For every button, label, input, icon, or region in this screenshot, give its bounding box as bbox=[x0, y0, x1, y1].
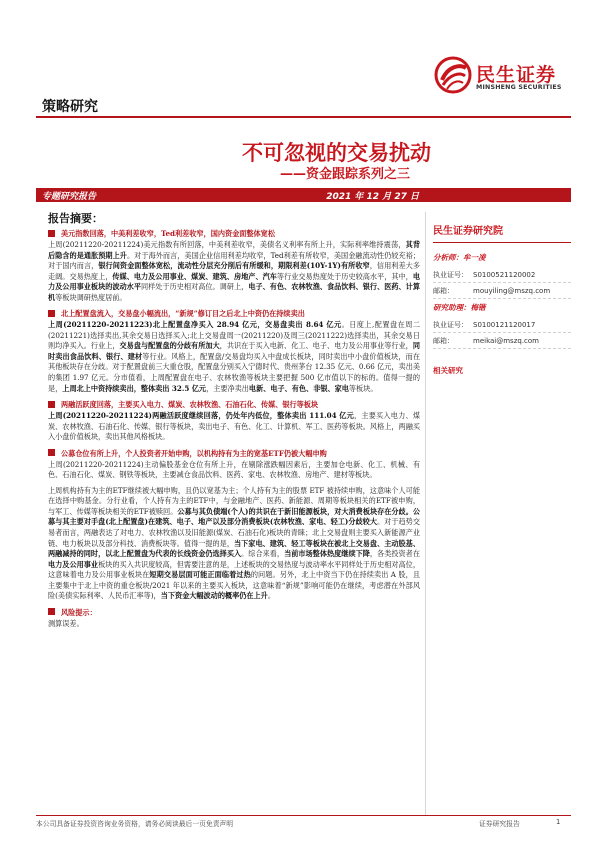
summary-section bbox=[48, 228, 420, 303]
assistant-email-label: 邮箱： bbox=[433, 337, 454, 345]
summary-section bbox=[48, 399, 420, 443]
assistant-email[interactable]: meikai@mszq.com bbox=[473, 337, 539, 345]
institute-name: 民生证券研究院 bbox=[433, 226, 503, 237]
section-paragraph bbox=[48, 619, 420, 630]
paragraph-text: 的问题。另外，北上中资当下仍在持续卖出 A 股，且主要集中于北上中资的重仓板块/2021 年以来的主要买入板块，这意味着“新规”影响可能仍在继续，考虑潜在外部风险(美债实际利率、人民币汇率等)， bbox=[48, 570, 420, 601]
section-heading-text: 公募仓位有所上升，个人投资者开始申购，以机构持有为主的宽基ETF仍被大幅申购 bbox=[61, 448, 327, 458]
assistant-email-row bbox=[433, 336, 539, 346]
bullet-square-icon bbox=[48, 608, 55, 615]
emphasized-text: 当下资金大幅波动的概率仍在上升 bbox=[160, 591, 268, 601]
analyst-email[interactable]: mouyiling@mszq.com bbox=[473, 287, 551, 295]
summary-section bbox=[48, 308, 420, 394]
section-heading-text: 两融活跃度回落，主要买入电力、煤炭、农林牧渔、石油石化、传媒、银行等板块 bbox=[61, 400, 319, 410]
sidebar-dashed-divider bbox=[433, 348, 571, 349]
section-heading bbox=[48, 308, 420, 319]
section-paragraph bbox=[48, 460, 420, 481]
analyst-cert-row bbox=[433, 270, 535, 280]
paragraph-text: 上周机构持有为主的ETF继续被大幅申购，且仍以宽基为主；个人持有为主的股票 ETF 被持续申购，这意味个人可能在选择中购基金。分行业看，个人持有为主的ETF中，与金融地产、医药、新能源、周期等板块相关的ETF被申购，与军工、传媒等板块相关的ETF被赎回。 bbox=[48, 485, 420, 516]
assistant-cert-number: S0100121120017 bbox=[473, 321, 536, 329]
emphasized-text: 电力及公用事业 bbox=[48, 559, 99, 569]
emphasized-text: 交易盘与配置盘的分歧有所加大 bbox=[119, 341, 220, 351]
bullet-square-icon bbox=[48, 401, 55, 408]
assistant-cert-label: 执业证号： bbox=[433, 321, 468, 329]
section-heading-text: 北上配置盘流入，交易盘小幅流出，“新规”修订目之后北上中资仍在持续卖出 bbox=[61, 309, 305, 319]
assistant-name: 研究助理：梅锴 bbox=[433, 303, 486, 312]
section-paragraph bbox=[48, 240, 420, 303]
paragraph-text: 板块的买入共识度较高，但需要注意的是，上述板块的交易热度与波动率水平同样处于历史相对高位，这意味着电力及公用事业板块在 bbox=[48, 559, 420, 580]
logo-text-cn: 民生证券 bbox=[476, 64, 557, 86]
bullet-square-icon bbox=[48, 449, 55, 456]
paragraph-text: 上周(20211220-20211224)主动偏股基金仓位有所上升，在剔除涨跌幅因素后，主要加仓电新、化工、机械、有色、石油石化、煤炭、钢铁等板块，主要减仓食品饮料、医药、家电、农林牧渔、房地产、建材等板块。 bbox=[48, 459, 420, 480]
paragraph-text: 等行业交易热度处于历史较高水平，其中， bbox=[276, 271, 413, 281]
section-paragraph bbox=[48, 411, 420, 443]
paragraph-text: 。对于海外而言，美国企业信用利差均收窄，Ted利差有所收窄，美国金融流动性仍较充裕；对于国内而言， bbox=[48, 250, 420, 271]
report-category: 策略研究 bbox=[42, 99, 98, 115]
emphasized-text: 电子、有色、农林牧渔、食品饮料、银行、医药、计算机 bbox=[48, 282, 420, 302]
sidebar-dashed-divider bbox=[433, 332, 571, 333]
section-heading bbox=[48, 448, 420, 459]
emphasized-text: 上周北上中资持续卖出，整体卖出 32.5 亿元 bbox=[62, 383, 207, 393]
analyst-cert-label: 执业证号： bbox=[433, 271, 468, 279]
related-research-heading[interactable]: 相关研究 bbox=[433, 366, 463, 375]
bullet-square-icon bbox=[48, 310, 55, 317]
emphasized-text: 其背后隐含的是通胀预期上升 bbox=[48, 240, 420, 260]
paragraph-text: 等板块。 bbox=[348, 383, 378, 393]
section-heading bbox=[48, 399, 420, 410]
analyst-email-row bbox=[433, 286, 550, 296]
emphasized-text: 传媒、电力及公用事业、煤炭、建筑、房地产、汽车 bbox=[112, 271, 277, 281]
paragraph-text: 。日度上,配置盘在周二(20211221)选择卖出,其余交易日选择买入;北上交易盘周一(20211220)及周三(20211222)选择卖出，其余交易日则均净买入。行业上， bbox=[48, 320, 420, 351]
paragraph-text: ，共识在于买入电新、化工、电子、电力及公用事业等行业， bbox=[219, 341, 413, 351]
emphasized-text: 电新、电子、有色、非银、家电 bbox=[248, 383, 349, 393]
summary-section bbox=[48, 607, 420, 630]
analyst-cert-number: S0100521120002 bbox=[473, 271, 536, 279]
emphasized-text: 当下家电、建筑、轻工等板块在被北上交易盘、主动股基、两融减持的同时，以北上配置盘为代表的长线资金仍选择买入 bbox=[48, 538, 420, 559]
footer-disclaimer: 本公司具备证券投资咨询业务资格，请务必阅读最后一页免责声明 bbox=[36, 820, 234, 828]
emphasized-text: 银行间资金面整体宽松，流动性分层充分削后有所缓和，期限利差(10Y-1Y)有所收窄 bbox=[98, 261, 370, 271]
sidebar-dashed-divider bbox=[433, 282, 571, 283]
minsheng-logo-icon bbox=[434, 56, 472, 94]
emphasized-text: 当前市场整体热度继续下降 bbox=[284, 549, 370, 559]
minsheng-logo bbox=[434, 56, 574, 98]
logo-text-en: MINSHENG SECURITIES bbox=[476, 84, 562, 91]
analyst-email-label: 邮箱： bbox=[433, 287, 454, 295]
report-title: 不可忽视的交易扰动 bbox=[242, 141, 431, 165]
bullet-square-icon bbox=[48, 230, 55, 237]
summary-section bbox=[48, 448, 420, 602]
paragraph-text: 同样处于历史相对高位。调研上， bbox=[141, 282, 249, 292]
report-subtitle: ——资金跟踪系列之三 bbox=[279, 167, 410, 182]
emphasized-text: 同时卖出食品饮料、银行、建材 bbox=[48, 341, 420, 361]
paragraph-text: ，主要买入电力、煤炭、农林牧渔、石油石化、传媒、银行等板块，卖出电子、有色、化工、计算机、军工、医药等板块。风格上，两融买入小盘价值板块，卖出其他风格板块。 bbox=[48, 411, 420, 442]
report-kind-label: 专题研究报告 bbox=[42, 192, 97, 202]
sidebar-divider bbox=[433, 242, 571, 243]
header-divider bbox=[36, 116, 571, 118]
section-heading bbox=[48, 228, 420, 239]
emphasized-text: 上周(20211220-20211223)北上配置盘净买入 28.94 亿元，交易盘卖出 8.64 亿元 bbox=[48, 320, 342, 330]
emphasized-text: 电力及公用事业板块的波动水平 bbox=[48, 271, 420, 292]
section-paragraph bbox=[48, 320, 420, 394]
paragraph-text: 。综合来看， bbox=[241, 549, 285, 559]
section-heading bbox=[48, 607, 420, 618]
footer-report-label: 证券研究报告 bbox=[479, 820, 520, 828]
column-divider bbox=[425, 212, 426, 815]
section-heading-text: 风险提示： bbox=[61, 607, 97, 617]
page-number: 1 bbox=[556, 818, 561, 826]
emphasized-text: 短期交易层面可能正面临着过热 bbox=[149, 570, 251, 580]
assistant-cert-row bbox=[433, 320, 535, 330]
footer-divider bbox=[36, 815, 571, 816]
emphasized-text: 上周(20211220-20211224)两融活跃度继续回落，仍处年内低位，整体卖出 111.04 亿元 bbox=[48, 411, 354, 421]
paragraph-text: ，主要净卖出 bbox=[206, 383, 249, 393]
paragraph-text: 上周(20211220-20211224)美元指数有所回落，中美利差收窄，美债名义利率有所上升，实际利率维持震荡， bbox=[48, 240, 406, 249]
paragraph-text: 等行业。风格上，配置盘/交易盘均买入中盘成长板块，同时卖出中小盘价值板块，而在其他板块存在分歧。对于配置盘前三大重仓股，配置盘分别买入宁德时代、贵州茅台 12.35 亿元、0.66 亿元，卖出美的集团 1.97 亿元。分市值看，上周配置盘在电子、农林牧渔等板块主要把握 500 亿市值以下的标的。值得一提的是， bbox=[48, 351, 420, 393]
report-info-band bbox=[36, 188, 571, 202]
paragraph-text: 测算误差。 bbox=[48, 618, 84, 628]
section-heading-text: 美元指数回落，中美利差收窄，Ted利差收窄，国内资金面整体宽松 bbox=[61, 229, 275, 238]
emphasized-text: 公募与其负债端(个人)的共识在于新旧能源板块，对大消费板块存在分歧。公募与其主要对手盘(北上配置盘)在建筑、电子、地产以及部分消费板块(农林牧渔、家电、轻工)分歧较大 bbox=[48, 506, 420, 527]
paragraph-text: 等板块调研热度居前。 bbox=[55, 292, 127, 302]
sidebar-dashed-divider bbox=[433, 298, 571, 299]
summary-body bbox=[48, 228, 420, 634]
paragraph-text: 。对于趋势交易者而言，两融表达了对电力、农林牧渔以及旧能源(煤炭、石油石化)板块的青睐；北上交易盘则主要买入新能源产业链、电力板块以及部分科技、消费板块等。值得一提的是， bbox=[48, 517, 420, 548]
summary-heading: 报告摘要： bbox=[48, 212, 103, 225]
analyst-sidebar bbox=[433, 222, 571, 375]
report-date: 2021 年 12 月 27 日 bbox=[326, 192, 419, 202]
section-paragraph bbox=[48, 486, 420, 602]
analyst-name: 分析师：牟一凌 bbox=[433, 253, 486, 262]
paragraph-text: ，各类投资者在 bbox=[369, 549, 420, 559]
paragraph-text: ，信用利差大多走阔。交易热度上， bbox=[48, 261, 420, 281]
paragraph-text: 。 bbox=[267, 591, 275, 601]
